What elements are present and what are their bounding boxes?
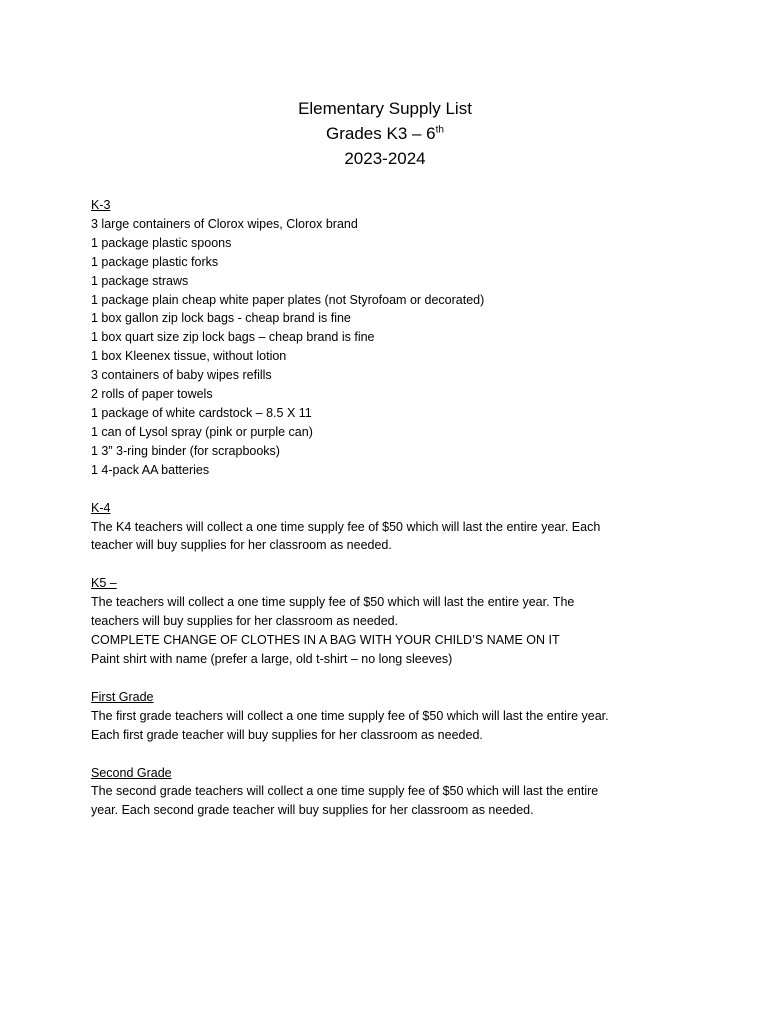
supply-item: 1 box Kleenex tissue, without lotion bbox=[91, 349, 287, 364]
supply-item: 1 package of white cardstock – 8.5 X 11 bbox=[91, 405, 312, 420]
grades-superscript: th bbox=[435, 124, 444, 136]
supply-item: 3 large containers of Clorox wipes, Clorox brand bbox=[91, 216, 358, 231]
supply-item: 3 containers of baby wipes refills bbox=[91, 368, 272, 383]
paragraph-line: Paint shirt with name (prefer a large, old t-shirt – no long sleeves) bbox=[91, 651, 453, 666]
grades-line bbox=[0, 121, 770, 146]
paragraph-line: The second grade teachers will collect a one time supply fee of $50 which will last the entire bbox=[91, 784, 599, 799]
supply-item: 1 3” 3-ring binder (for scrapbooks) bbox=[91, 443, 280, 458]
paragraph-line: The teachers will collect a one time supply fee of $50 which will last the entire year. The bbox=[91, 595, 575, 610]
section-k4 bbox=[91, 499, 691, 556]
supply-item: 1 box quart size zip lock bags – cheap brand is fine bbox=[91, 330, 375, 345]
section-heading: Second Grade bbox=[91, 765, 172, 780]
paragraph-line: Each first grade teacher will buy supplies for her classroom as needed. bbox=[91, 727, 483, 742]
paragraph-line: The first grade teachers will collect a one time supply fee of $50 which will last the entire year. bbox=[91, 708, 609, 723]
supply-item: 1 box gallon zip lock bags - cheap brand is fine bbox=[91, 311, 351, 326]
paragraph-line: teachers will buy supplies for her classroom as needed. bbox=[91, 614, 399, 629]
supply-item: 1 package plastic spoons bbox=[91, 235, 232, 250]
document-title: Elementary Supply List bbox=[298, 99, 472, 118]
supply-item: 1 package plastic forks bbox=[91, 254, 219, 269]
paragraph-line: The K4 teachers will collect a one time supply fee of $50 which will last the entire year. Each bbox=[91, 519, 601, 534]
grades-text: Grades K3 – 6 bbox=[326, 124, 436, 143]
section-k3 bbox=[91, 196, 691, 480]
section-first-grade bbox=[91, 688, 691, 745]
section-heading: K-3 bbox=[91, 198, 111, 212]
school-year: 2023-2024 bbox=[344, 149, 426, 168]
supply-item: 2 rolls of paper towels bbox=[91, 387, 213, 402]
section-k5 bbox=[91, 574, 691, 669]
section-heading: K5 – bbox=[91, 576, 117, 591]
supply-item: 1 package plain cheap white paper plates (not Styrofoam or decorated) bbox=[91, 292, 485, 307]
supply-item: 1 4-pack AA batteries bbox=[91, 462, 210, 477]
supply-item: 1 package straws bbox=[91, 273, 189, 288]
supply-item: 1 can of Lysol spray (pink or purple can) bbox=[91, 424, 313, 439]
section-second-grade bbox=[91, 764, 691, 821]
supply-content bbox=[91, 196, 691, 839]
paragraph-line: year. Each second grade teacher will buy supplies for her classroom as needed. bbox=[91, 803, 534, 818]
paragraph-line: teacher will buy supplies for her classroom as needed. bbox=[91, 538, 392, 553]
title-block bbox=[0, 96, 770, 171]
section-heading: First Grade bbox=[91, 689, 154, 704]
section-heading: K-4 bbox=[91, 500, 111, 515]
paragraph-line: COMPLETE CHANGE OF CLOTHES IN A BAG WITH YOUR CHILD’S NAME ON IT bbox=[91, 633, 560, 648]
